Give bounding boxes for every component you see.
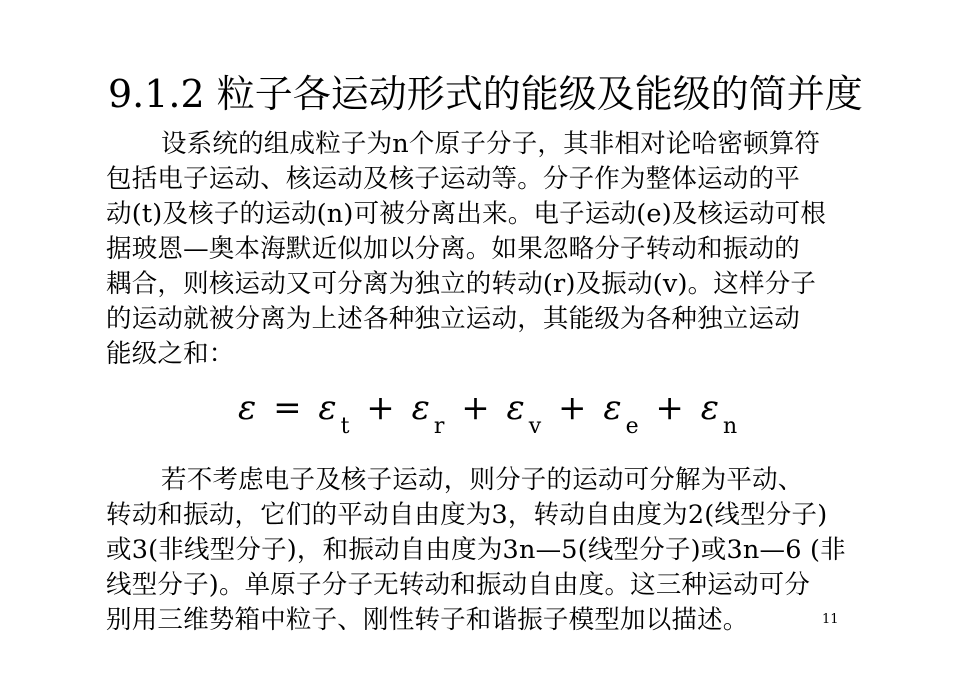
formula-plus: +	[366, 388, 395, 428]
page-number: 11	[822, 612, 839, 627]
paragraph-line: 设系统的组成粒子为n个原子分子，其非相对论哈密顿算符	[161, 129, 821, 159]
formula-term: ε $_e$	[603, 388, 639, 439]
formula-plus: +	[655, 388, 684, 428]
paragraph-line: 动(t)及核子的运动(n)可被分离出来。电子运动(e)及核运动可根	[106, 199, 827, 229]
paragraph-line: 线型分子)。单原子分子无转动和振动自由度。这三种运动可分	[106, 570, 811, 600]
paragraph-line: 或3(非线型分子)，和振动自由度为3n—5(线型分子)或3n—6 (非	[106, 535, 846, 565]
formula-plus: +	[461, 388, 490, 428]
formula-term: ε $_n$	[700, 388, 738, 439]
paragraph-intro	[106, 127, 886, 372]
paragraph-line: 包括电子运动、核运动及核子运动等。分子作为整体运动的平	[106, 164, 800, 194]
paragraph-line: 据玻恩—奥本海默近似加以分离。如果忽略分子转动和振动的	[106, 234, 800, 264]
paragraph-line: 别用三维势箱中粒子、刚性转子和谐振子模型加以描述。	[106, 605, 749, 635]
paragraph-line: 的运动就被分离为上述各种独立运动，其能级为各种独立运动	[106, 304, 800, 334]
paragraph-line: 转动和振动，它们的平动自由度为3，转动自由度为2(线型分子)	[106, 500, 828, 530]
paragraph-line: 能级之和：	[106, 339, 235, 369]
formula-equals: =	[273, 388, 302, 428]
formula-term: ε $_t$	[318, 388, 350, 439]
paragraph-line: 若不考虑电子及核子运动，则分子的运动可分解为平动、	[161, 465, 804, 495]
paragraph-motion	[106, 463, 886, 638]
formula-plus: +	[558, 388, 587, 428]
formula-term: ε $_v$	[506, 388, 542, 439]
paragraph-line: 耦合，则核运动又可分离为独立的转动(r)及振动(v)。这样分子	[106, 269, 817, 299]
formula-lhs: ε	[238, 388, 257, 428]
formula-term: ε $_r$	[411, 388, 445, 439]
energy-formula	[238, 388, 737, 447]
slide-title: 9.1.2 粒子各运动形式的能级及能级的简并度	[108, 72, 863, 116]
